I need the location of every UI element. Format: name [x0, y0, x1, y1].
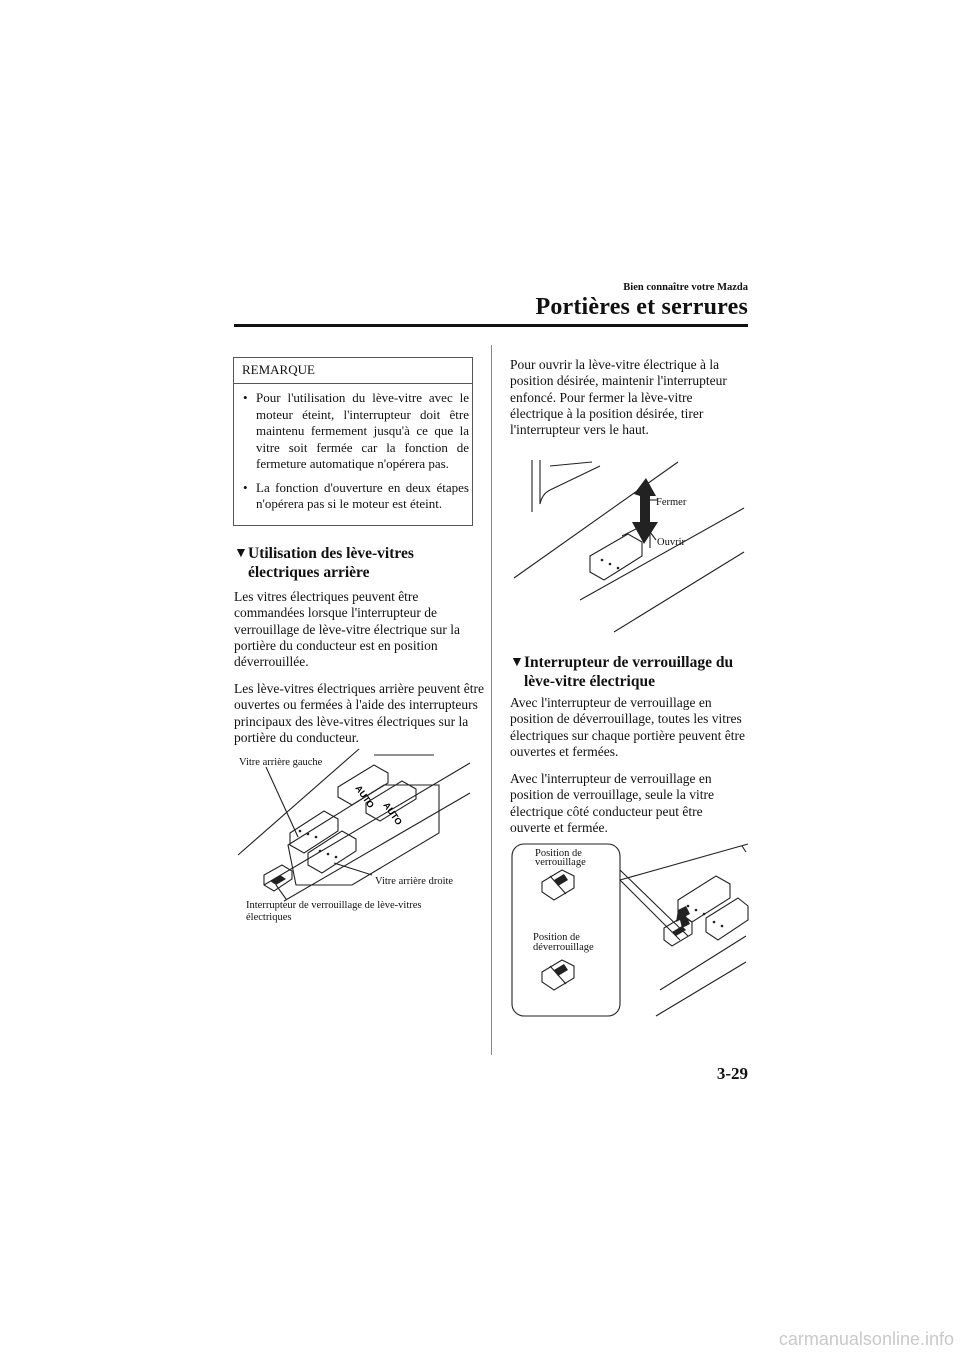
note-divider: [234, 383, 472, 384]
label-right-rear-window: Vitre arrière droite: [375, 876, 454, 887]
section-triangle-icon: ▼: [234, 546, 248, 561]
column-divider: [491, 345, 492, 1055]
note-list: [243, 390, 469, 520]
heading-line: lève-vitre électrique: [524, 673, 655, 690]
note-item: • La fonction d'ouverture en deux étapes n'opérera pas si le moteur est éteint.: [243, 480, 469, 513]
header-rule: [234, 324, 748, 327]
heading-line: électriques arrière: [248, 564, 370, 581]
note-box: [233, 357, 473, 526]
label-unlocked-position-line2: déverrouillage: [533, 942, 594, 953]
right-intro-paragraph: Pour ouvrir la lève-vitre électrique à la position désirée, maintenir l'interrupteur enfoncé. Pour fermer la lève-vitre électrique à la position désirée, tirer l'interrupteur vers le haut.: [510, 357, 727, 438]
auto-label: AUTO: [353, 783, 377, 810]
section-title: Portières et serrures: [535, 294, 748, 320]
page-number: 3-29: [716, 1064, 748, 1083]
rear-paragraph-1: Les vitres électriques peuvent être commandées lorsque l'interrupteur de verrouillage de lève-vitre électrique sur la portière du conducteur est en position déverrouillée.: [234, 589, 461, 670]
auto-label: AUTO: [381, 800, 405, 827]
watermark: carmanualsonline.info: [778, 1329, 954, 1349]
note-title: REMARQUE: [242, 362, 315, 377]
label-unlocked-position: Position de: [533, 932, 580, 943]
rear-paragraph-2: Les lève-vitres électriques arrière peuvent être ouvertes ou fermées à l'aide des interrupteurs principaux des lève-vitres électriques sur la portière du conducteur.: [234, 681, 484, 745]
label-close: Fermer: [656, 497, 687, 508]
label-lock-switch: Interrupteur de verrouillage de lève-vitres: [246, 900, 422, 911]
lock-paragraph-1: Avec l'interrupteur de verrouillage en position de déverrouillage, toutes les vitres électriques sur chaque portière peuvent être ouvertes et fermées.: [510, 695, 746, 759]
rear-windows-heading: [234, 544, 484, 582]
section-triangle-icon: ▼: [510, 655, 524, 670]
note-item: • Pour l'utilisation du lève-vitre avec le moteur éteint, l'interrupteur doit être maintenu fermement jusqu'à ce que la vitre soit fermée car la fonction de fermeture automatique n'opérera pas.: [243, 390, 469, 473]
label-locked-position-line2: verrouillage: [535, 857, 586, 868]
label-locked-position: Position de: [535, 848, 582, 859]
lock-paragraph-2: Avec l'interrupteur de verrouillage en position de verrouillage, seule la vitre électrique côté conducteur peut être ouverte et fermée.: [510, 771, 714, 835]
heading-line: Utilisation des lève-vitres: [248, 545, 414, 562]
label-open: Ouvrir: [657, 537, 685, 548]
chapter-title: Bien connaître votre Mazda: [623, 282, 748, 293]
open-close-illustration: [510, 452, 748, 642]
label-left-rear-window: Vitre arrière gauche: [239, 757, 323, 768]
lock-switch-heading: [510, 653, 748, 691]
label-lock-switch-line2: électriques: [246, 912, 292, 923]
heading-line: Interrupteur de verrouillage du: [524, 654, 734, 671]
